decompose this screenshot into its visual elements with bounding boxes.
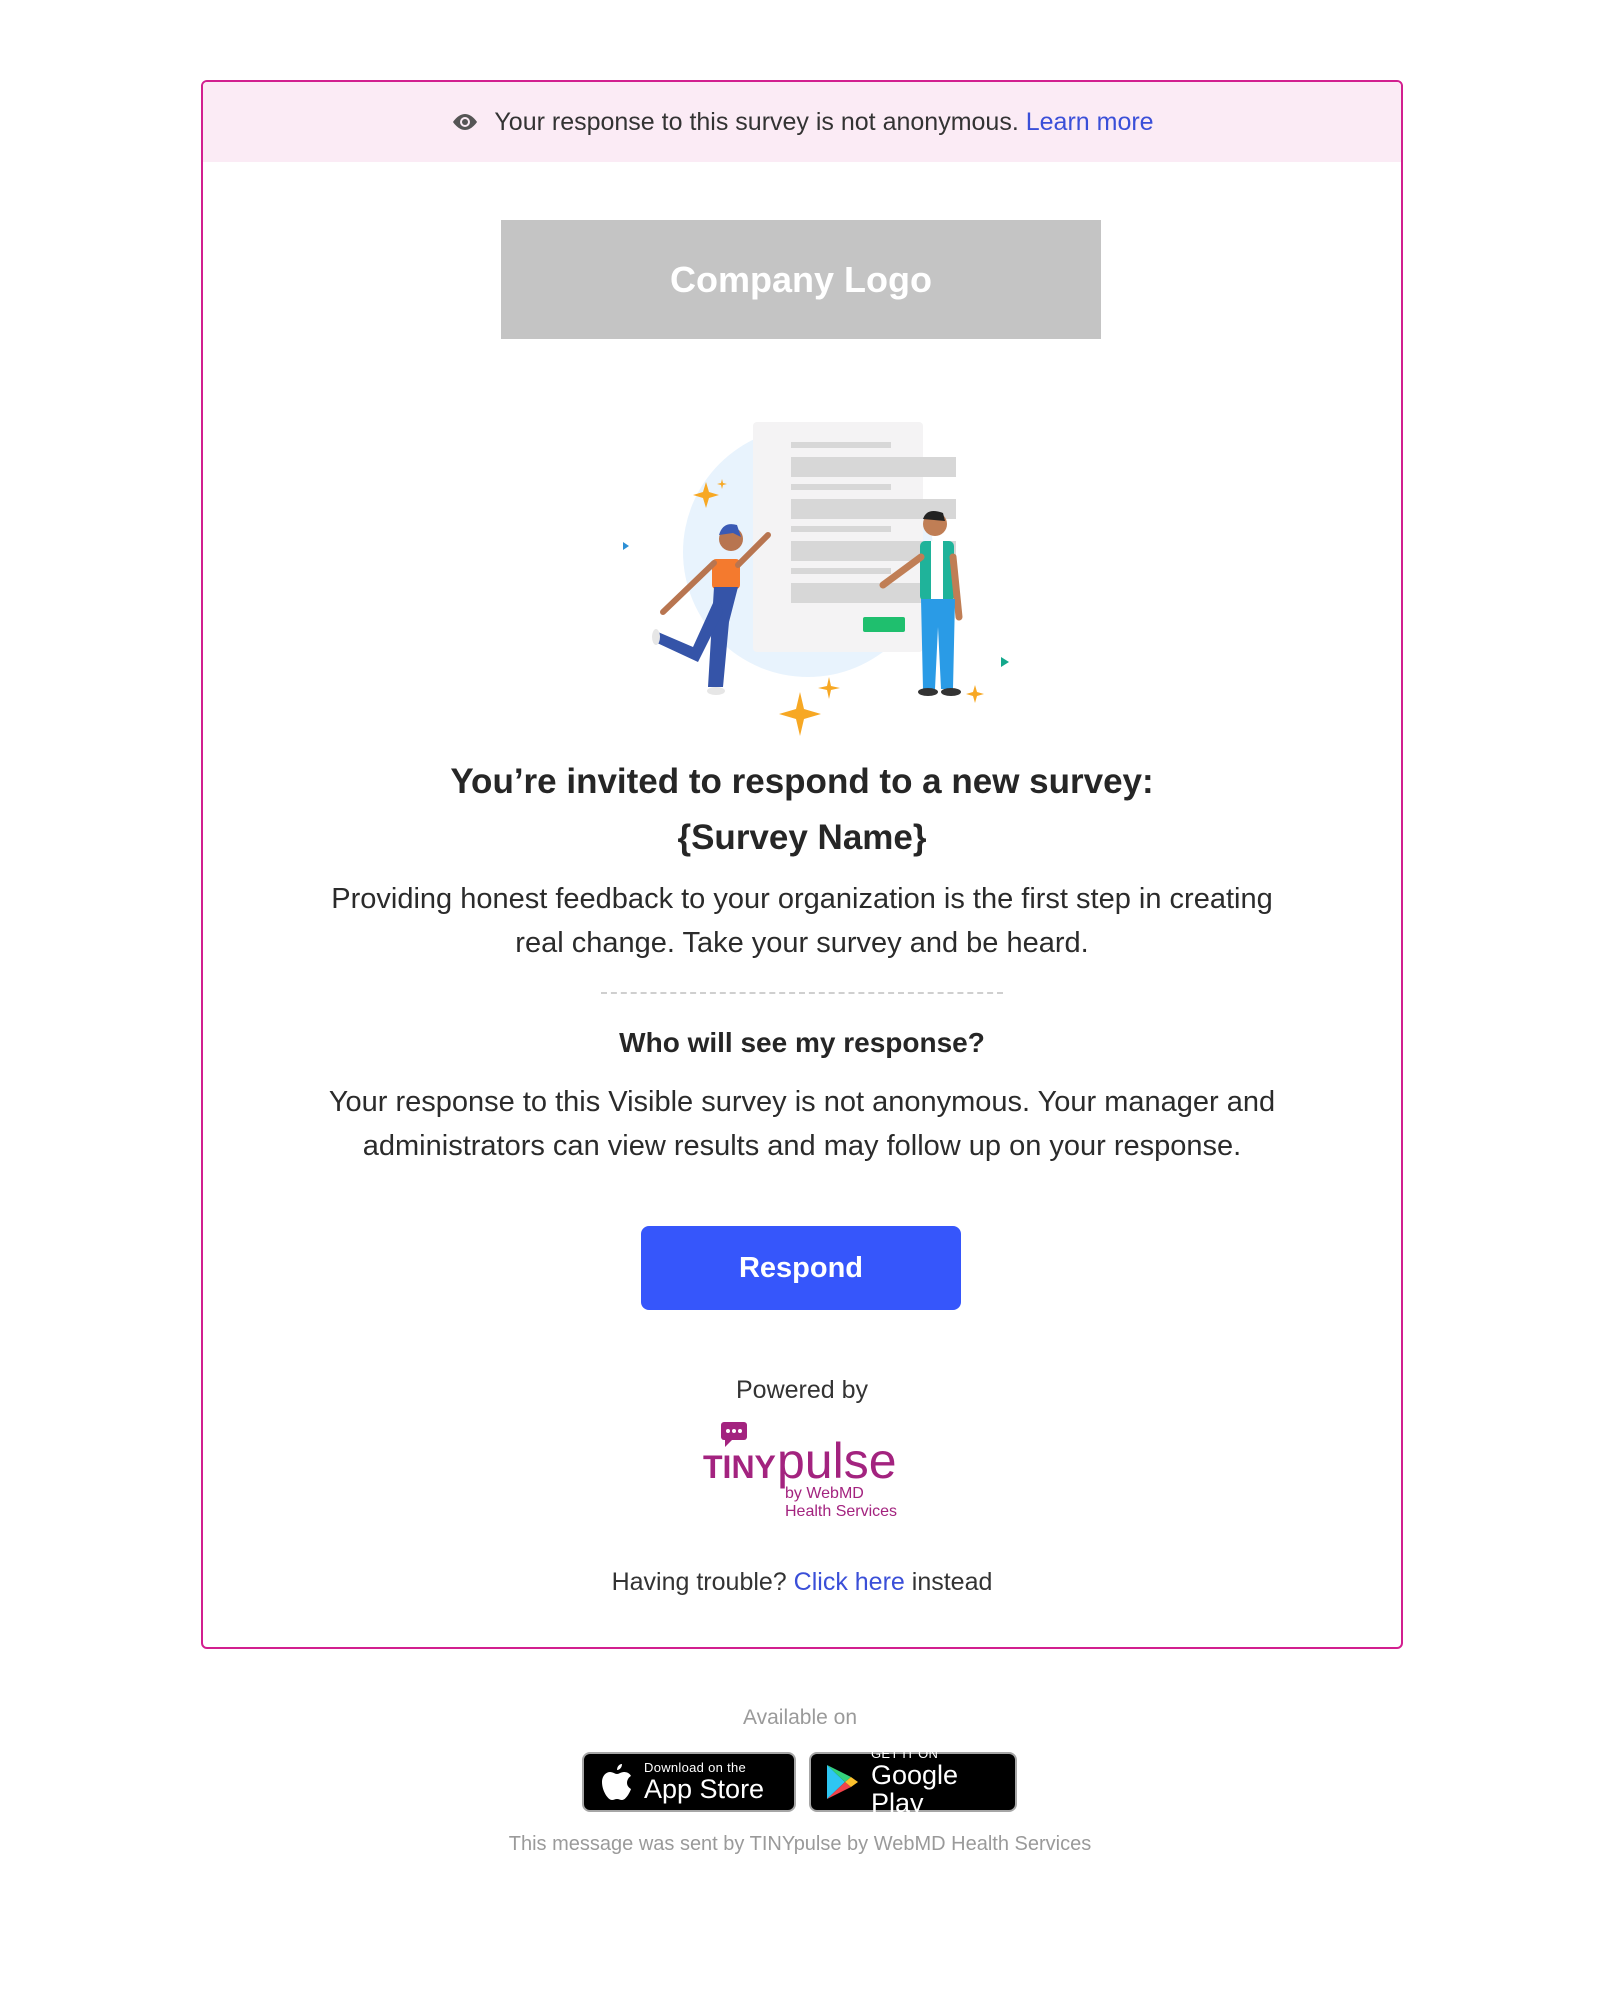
brand-pulse: pulse	[777, 1433, 897, 1489]
visibility-heading: Who will see my response?	[619, 1027, 985, 1058]
learn-more-link[interactable]: Learn more	[1025, 107, 1154, 136]
brand-by: by WebMD	[785, 1485, 864, 1502]
visibility-line2: administrators can view results and may follow up on your response.	[362, 1130, 1242, 1162]
trouble-prefix: Having trouble?	[611, 1568, 787, 1596]
google-play-badge[interactable]	[809, 1746, 1017, 1818]
respond-button[interactable]: Respond	[641, 1226, 961, 1310]
invite-description	[203, 877, 1401, 965]
invite-desc-line2: real change. Take your survey and be heard.	[515, 927, 1089, 959]
visibility-line1: Your response to this Visible survey is not anonymous. Your manager and	[328, 1086, 1276, 1118]
app-store-small: Download on the	[644, 1760, 747, 1775]
visibility-description	[203, 1080, 1401, 1168]
chat-bubble-icon	[721, 1422, 747, 1447]
dashed-divider	[601, 992, 1003, 994]
google-play-small: GET IT ON	[871, 1746, 939, 1761]
tinypulse-logo	[701, 1420, 911, 1525]
footer-text: This message was sent by TINYpulse by WebMD Health Services	[508, 1833, 1092, 1855]
powered-by-label: Powered by	[735, 1376, 869, 1404]
invite-desc-line1: Providing honest feedback to your organization is the first step in creating	[331, 883, 1273, 915]
company-logo-placeholder: Company Logo	[501, 220, 1101, 339]
google-play-icon	[825, 1763, 859, 1801]
click-here-link[interactable]: Click here	[793, 1568, 905, 1596]
app-store-badge[interactable]	[582, 1752, 796, 1812]
survey-name: {Survey Name}	[677, 818, 927, 857]
google-play-big: Google Play	[871, 1760, 959, 1818]
invite-title-line1: You’re invited to respond to a new survey:	[450, 762, 1154, 801]
apple-icon	[600, 1762, 634, 1802]
survey-illustration	[563, 387, 1043, 782]
brand-health: Health Services	[785, 1503, 898, 1520]
anonymity-banner	[203, 82, 1401, 162]
trouble-suffix: instead	[911, 1568, 993, 1596]
app-store-big: App Store	[644, 1774, 765, 1804]
trouble-text	[203, 1568, 1401, 1597]
available-on-label: Available on	[742, 1706, 858, 1729]
invite-title	[203, 754, 1401, 866]
eye-icon	[450, 112, 480, 132]
brand-tiny: TINY	[703, 1449, 776, 1485]
banner-text: Your response to this survey is not anonymous.	[494, 107, 1019, 136]
survey-card	[201, 80, 1403, 1649]
